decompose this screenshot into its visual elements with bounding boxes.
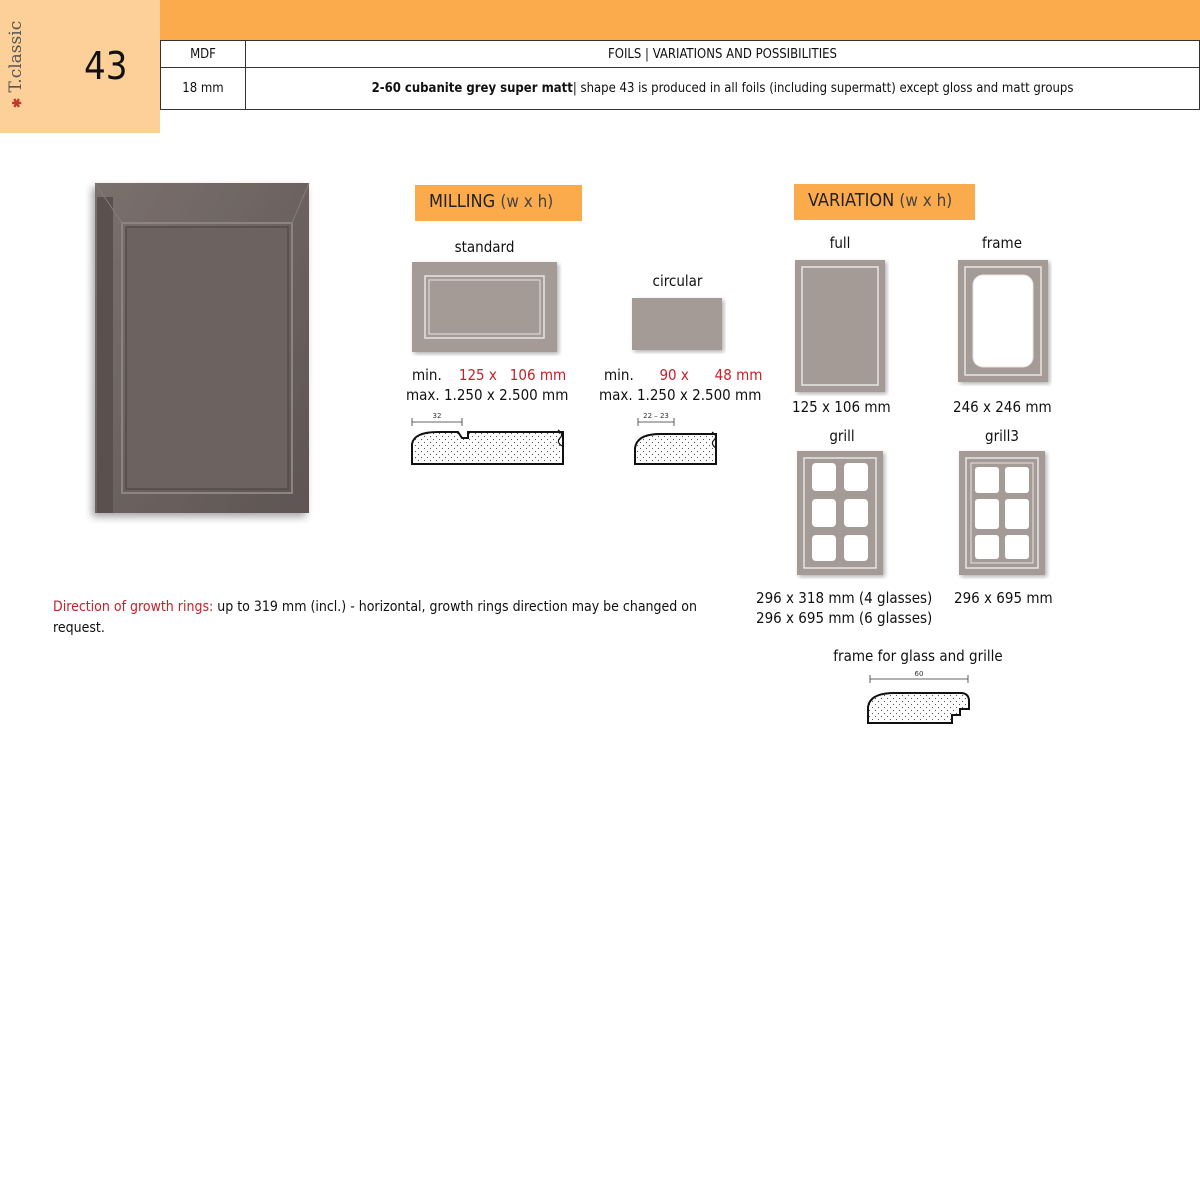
grill-variation-image bbox=[795, 449, 889, 579]
circular-label: circular bbox=[652, 272, 703, 290]
frame-variation-image bbox=[956, 258, 1052, 386]
circular-min-height: 48 mm bbox=[714, 366, 763, 384]
standard-milling-image bbox=[410, 260, 562, 356]
brand-star-icon: ✱ bbox=[10, 97, 24, 108]
growth-rings-text: up to 319 mm (incl.) - horizontal, growth rings direction may be changed on request. bbox=[53, 599, 697, 636]
standard-profile-dim: 32 bbox=[432, 412, 442, 420]
circular-profile-dim: 22 – 23 bbox=[643, 412, 669, 420]
growth-rings-note bbox=[53, 597, 703, 639]
mdf-header: MDF bbox=[161, 41, 246, 68]
circular-min bbox=[604, 366, 762, 384]
standard-min-height: 106 mm bbox=[509, 366, 567, 384]
standard-min-prefix: min. bbox=[412, 366, 442, 384]
door-image bbox=[85, 175, 325, 525]
full-dims: 125 x 106 mm bbox=[792, 398, 891, 416]
grill-dims-1: 296 x 318 mm (4 glasses) bbox=[756, 589, 933, 607]
milling-unit: (w x h) bbox=[500, 192, 554, 212]
mdf-thickness: 18 mm bbox=[161, 68, 246, 110]
shape-number: 43 bbox=[84, 44, 128, 88]
glass-frame-label: frame for glass and grille bbox=[833, 647, 1003, 665]
grill-label: grill bbox=[829, 427, 855, 445]
glass-frame-profile-dim: 60 bbox=[914, 670, 924, 678]
milling-title: MILLING bbox=[429, 191, 496, 212]
foil-description: | shape 43 is produced in all foils (including supermatt) except gloss and matt groups bbox=[572, 81, 1074, 96]
variation-title: VARIATION bbox=[808, 190, 895, 211]
grill-dims-2: 296 x 695 mm (6 glasses) bbox=[756, 609, 933, 627]
grill3-dims: 296 x 695 mm bbox=[954, 589, 1053, 607]
foil-name: 2-60 cubanite grey super matt bbox=[371, 81, 573, 96]
full-variation-image bbox=[793, 258, 889, 396]
variation-unit: (w x h) bbox=[899, 191, 953, 211]
frame-label: frame bbox=[981, 234, 1022, 252]
top-accent-bar bbox=[160, 0, 1200, 40]
circular-min-width: 90 x bbox=[659, 366, 689, 384]
standard-max: max. 1.250 x 2.500 mm bbox=[406, 386, 569, 404]
standard-label: standard bbox=[454, 238, 515, 256]
foils-value bbox=[246, 68, 1200, 110]
growth-rings-label: Direction of growth rings: bbox=[53, 599, 214, 615]
glass-frame-profile-drawing bbox=[862, 667, 974, 729]
circular-milling-image bbox=[630, 296, 726, 354]
standard-profile-drawing bbox=[408, 408, 570, 470]
spec-table bbox=[160, 40, 1200, 110]
standard-min-width: 125 x bbox=[458, 366, 497, 384]
foils-header: FOILS | VARIATIONS AND POSSIBILITIES bbox=[246, 41, 1200, 68]
standard-min bbox=[412, 366, 566, 384]
full-label: full bbox=[829, 234, 851, 252]
circular-max: max. 1.250 x 2.500 mm bbox=[599, 386, 762, 404]
grill3-variation-image bbox=[957, 449, 1051, 579]
milling-header bbox=[415, 185, 582, 221]
circular-profile-drawing bbox=[630, 408, 725, 470]
variation-header bbox=[794, 184, 975, 220]
frame-dims: 246 x 246 mm bbox=[953, 398, 1052, 416]
brand-name: T.classic bbox=[6, 20, 26, 93]
brand-logo bbox=[6, 20, 36, 108]
grill3-label: grill3 bbox=[985, 427, 1019, 445]
circular-min-prefix: min. bbox=[604, 366, 634, 384]
